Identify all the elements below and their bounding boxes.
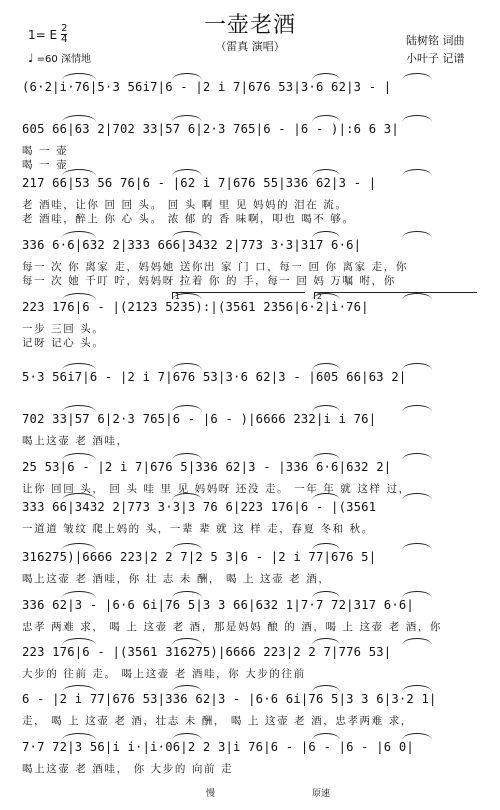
lyric-row: 忠孝 两难 求， 喝 上 这壶 老 酒，那是妈妈 酿 的 酒，喝 上 这壶 老 酒，你 <box>22 621 443 633</box>
slur-mark <box>312 169 340 176</box>
tempo-text: =60 深情地 <box>36 54 91 65</box>
lyric-row: 老 酒哇，让你 回 回 头。 回 头 啊 里 见 妈妈的 泪在 流。 <box>22 199 348 211</box>
slur-mark <box>312 405 340 412</box>
transcriber-credit: 小叶子 记谱 <box>406 52 465 65</box>
notation-row: 316275)|6666 223|2 2 7|2 5 3|6 - |2 i 77|676 5| <box>22 550 377 564</box>
volta-bracket: 1 <box>172 292 305 299</box>
slur-mark <box>312 363 340 370</box>
slur-mark <box>172 363 202 370</box>
slur-mark <box>172 405 202 412</box>
slur-mark <box>312 733 340 740</box>
slur-mark <box>312 73 340 80</box>
lyric-row: 记呀 记心 头。 <box>22 337 105 349</box>
lyric-row: 每一 次 她 千叮 咛，妈妈呀 拉着 你 的 手，每一 回 妈 万嘱 咐，你 <box>22 275 396 287</box>
lyric-row: 让你 回回 头， 回 头 哇 里 见 妈妈呀 还没 走。 一年 年 就 这样 过， <box>22 483 411 495</box>
slur-mark <box>62 685 96 692</box>
lyric-row: 喝上这壶 老 酒哇， <box>22 435 129 447</box>
slur-mark <box>312 115 340 122</box>
slur-mark <box>312 453 340 460</box>
notation-row: 223 176|6 - |(2123 5235):|(3561 2356|6·2|i·76| <box>22 300 369 314</box>
notation-row: 336 6·6|632 2|333 666|3432 2|773 3·3|317 6·6| <box>22 238 362 252</box>
slur-mark <box>62 733 96 740</box>
notation-row: 25 53|6 - |2 i 7|676 5|336 62|3 - |336 6·6|632 2| <box>22 460 392 474</box>
slur-mark <box>402 169 432 176</box>
notation-row: 6 - |2 i 77|676 53|336 62|3 - |6·6 6i|76 5|3 3 6|3·2 1| <box>22 692 437 706</box>
slur-mark <box>402 405 432 412</box>
slur-mark <box>402 115 432 122</box>
quarter-note-icon: ♩ <box>28 50 34 65</box>
slow-marking: 慢 <box>206 789 216 799</box>
lyric-row: 老 酒哇，醉上 你 心 头。 浓 郁 的 香 味啊，叩也 喝不 够。 <box>22 213 355 225</box>
slur-mark <box>172 493 202 500</box>
lyric-row: 一道道 皱纹 爬上妈的 头，一辈 辈 就 这 样 走，春夏 冬和 秋。 <box>22 523 374 535</box>
slur-mark <box>402 685 432 692</box>
time-signature <box>61 24 67 45</box>
slur-mark <box>62 73 96 80</box>
notation-row: 333 66|3432 2|773 3·3|3 76 6|223 176|6 - |(3561 <box>22 500 377 514</box>
slur-mark <box>62 493 96 500</box>
slur-mark <box>62 169 96 176</box>
notation-row: 223 176|6 - |(3561 316275)|6666 223|2 2 7|776 53| <box>22 645 392 659</box>
notation-row: (6·2|i·76|5·3 56i7|6 - |2 i 7|676 53|3·6 62|3 - | <box>22 80 392 94</box>
slur-mark <box>312 638 340 645</box>
slur-mark <box>172 231 202 238</box>
singer-subtitle: （雷真 演唱） <box>215 40 285 53</box>
meter-top: 2 <box>61 23 68 34</box>
lyric-row: 大步的 往前 走。 喝上这壶 老 酒哇，你 大步的往前 <box>22 668 306 680</box>
lyric-row: 每一 次 你 离家 走，妈妈她 送你出 家 门 口，每一 回 你 离家 走，你 <box>22 261 408 273</box>
notation-row: 702 33|57 6|2·3 765|6 - |6 - )|6666 232|i i 76| <box>22 412 377 426</box>
key-signature <box>28 24 67 45</box>
slur-mark <box>402 73 432 80</box>
notation-row: 605 66|63 2|702 33|57 6|2·3 765|6 - |6 - )|:6 6 3| <box>22 122 399 136</box>
slur-mark <box>402 543 432 550</box>
song-title: 一壶老酒 <box>203 13 296 38</box>
key-label: 1= E <box>28 27 58 42</box>
slur-mark <box>172 685 202 692</box>
lyricist-credit: 陆树铭 词曲 <box>406 34 465 47</box>
slur-mark <box>172 453 202 460</box>
slur-mark <box>62 543 96 550</box>
lyric-row: 喝 一 壶 <box>22 145 69 157</box>
slur-mark <box>172 169 202 176</box>
slur-mark <box>312 591 340 598</box>
slur-mark <box>402 733 432 740</box>
volta-bracket: 2 <box>314 292 477 299</box>
slur-mark <box>312 231 340 238</box>
lyric-row: 喝 一 壶 <box>22 159 69 171</box>
slur-mark <box>172 638 202 645</box>
slur-mark <box>172 115 202 122</box>
slur-mark <box>62 591 96 598</box>
lyric-row: 喝上这壶 老 酒哇， 你 大步的 向前 走 <box>22 763 234 775</box>
slur-mark <box>62 231 96 238</box>
slur-mark <box>62 363 96 370</box>
lyric-row: 走， 喝 上 这壶 老 酒，壮志 未 酬， 喝 上 这壶 老 酒，忠孝两难 求， <box>22 715 413 727</box>
slur-mark <box>312 493 340 500</box>
slur-mark <box>172 591 202 598</box>
notation-row: 7·7 72|3 56|i i·|i·06|2 2 3|i 76|6 - |6 - |6 - |6 0| <box>22 740 414 754</box>
lyric-row: 喝上这壶 老 酒哇，你 壮 志 未 酬， 喝 上 这壶 老 酒， <box>22 573 331 585</box>
slur-mark <box>402 231 432 238</box>
slur-mark <box>172 733 202 740</box>
notation-row: 336 62|3 - |6·6 6i|76 5|3 3 66|632 1|7·7 72|317 6·6| <box>22 598 414 612</box>
tempo-marking <box>28 50 91 65</box>
slur-mark <box>312 543 340 550</box>
slur-mark <box>62 115 96 122</box>
slur-mark <box>62 638 96 645</box>
notation-row: 217 66|53 56 76|6 - |62 i 7|676 55|336 62|3 - | <box>22 176 377 190</box>
slur-mark <box>62 453 96 460</box>
slur-mark <box>172 73 202 80</box>
meter-bottom: 4 <box>61 34 68 45</box>
slur-mark <box>312 685 340 692</box>
slur-mark <box>172 543 202 550</box>
slur-mark <box>402 638 432 645</box>
slur-mark <box>402 493 432 500</box>
a-tempo-marking: 原速 <box>312 789 331 799</box>
slur-mark <box>402 591 432 598</box>
notation-row: 5·3 56i7|6 - |2 i 7|676 53|3·6 62|3 - |605 66|63 2| <box>22 370 407 384</box>
lyric-row: 一步 三回 头。 <box>22 323 105 335</box>
slur-mark <box>402 363 432 370</box>
slur-mark <box>402 453 432 460</box>
slur-mark <box>62 293 96 300</box>
slur-mark <box>62 405 96 412</box>
